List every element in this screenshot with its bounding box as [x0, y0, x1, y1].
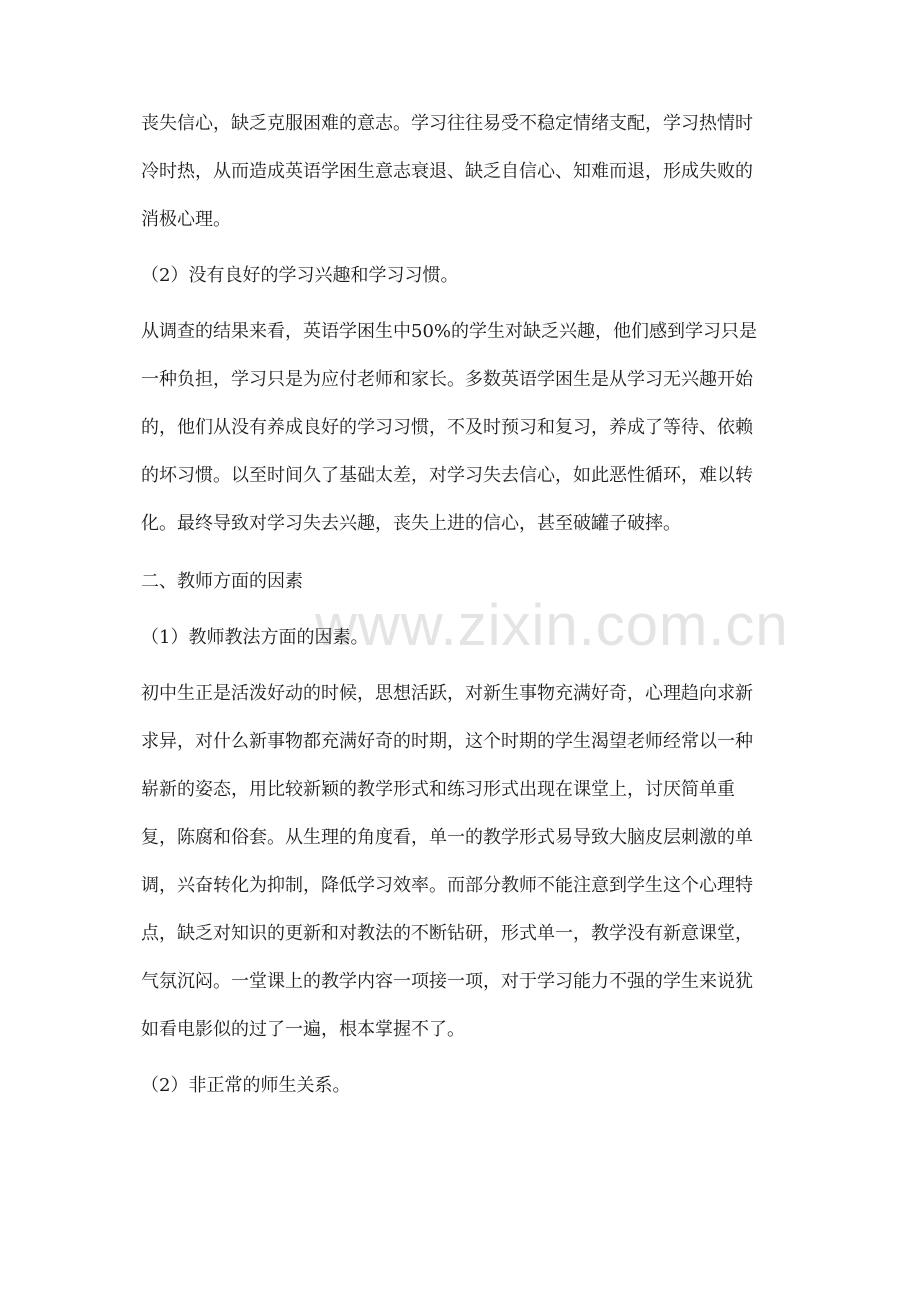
section-heading: 二、教师方面的因素 [141, 571, 303, 592]
text-line: 调，兴奋转化为抑制，降低学习效率。而部分教师不能注意到学生这个心理特 [141, 875, 753, 896]
text-line: 复，陈腐和俗套。从生理的角度看，单一的教学形式易导致大脑皮层刺激的单 [141, 827, 753, 848]
text-line: 消极心理。 [141, 209, 231, 230]
text-line: 冷时热，从而造成英语学困生意志衰退、缺乏自信心、知难而退，形成失败的 [141, 161, 753, 182]
text-line: 化。最终导致对学习失去兴趣，丧失上进的信心，甚至破罐子破摔。 [141, 513, 681, 534]
section-heading: （2）非正常的师生关系。 [141, 1075, 351, 1096]
watermark: www.zixin.com.cn [315, 593, 789, 658]
text-line: 崭新的姿态，用比较新颖的教学形式和练习形式出现在课堂上，讨厌简单重 [141, 779, 735, 800]
text-line: 从调查的结果来看，英语学困生中50%的学生对缺乏兴趣，他们感到学习只是 [141, 321, 758, 342]
section-heading: （1）教师教法方面的因素。 [141, 627, 369, 648]
section-heading: （2）没有良好的学习兴趣和学习习惯。 [141, 265, 459, 286]
text-line: 气氛沉闷。一堂课上的教学内容一项接一项，对于学习能力不强的学生来说犹 [141, 971, 753, 992]
text-line: 的坏习惯。以至时间久了基础太差，对学习失去信心，如此恶性循环，难以转 [141, 465, 753, 486]
text-line: 一种负担，学习只是为应付老师和家长。多数英语学困生是从学习无兴趣开始 [141, 369, 753, 390]
text-line: 点，缺乏对知识的更新和对教法的不断钻研，形式单一，教学没有新意课堂， [141, 923, 753, 944]
text-line: 如看电影似的过了一遍，根本掌握不了。 [141, 1019, 465, 1040]
text-line: 的，他们从没有养成良好的学习习惯，不及时预习和复习，养成了等待、依赖 [141, 417, 753, 438]
text-line: 丧失信心，缺乏克服困难的意志。学习往往易受不稳定情绪支配，学习热情时 [141, 113, 753, 134]
text-line: 求异，对什么新事物都充满好奇的时期，这个时期的学生渴望老师经常以一种 [141, 731, 753, 752]
text-line: 初中生正是活泼好动的时候，思想活跃，对新生事物充满好奇，心理趋向求新 [141, 683, 753, 704]
